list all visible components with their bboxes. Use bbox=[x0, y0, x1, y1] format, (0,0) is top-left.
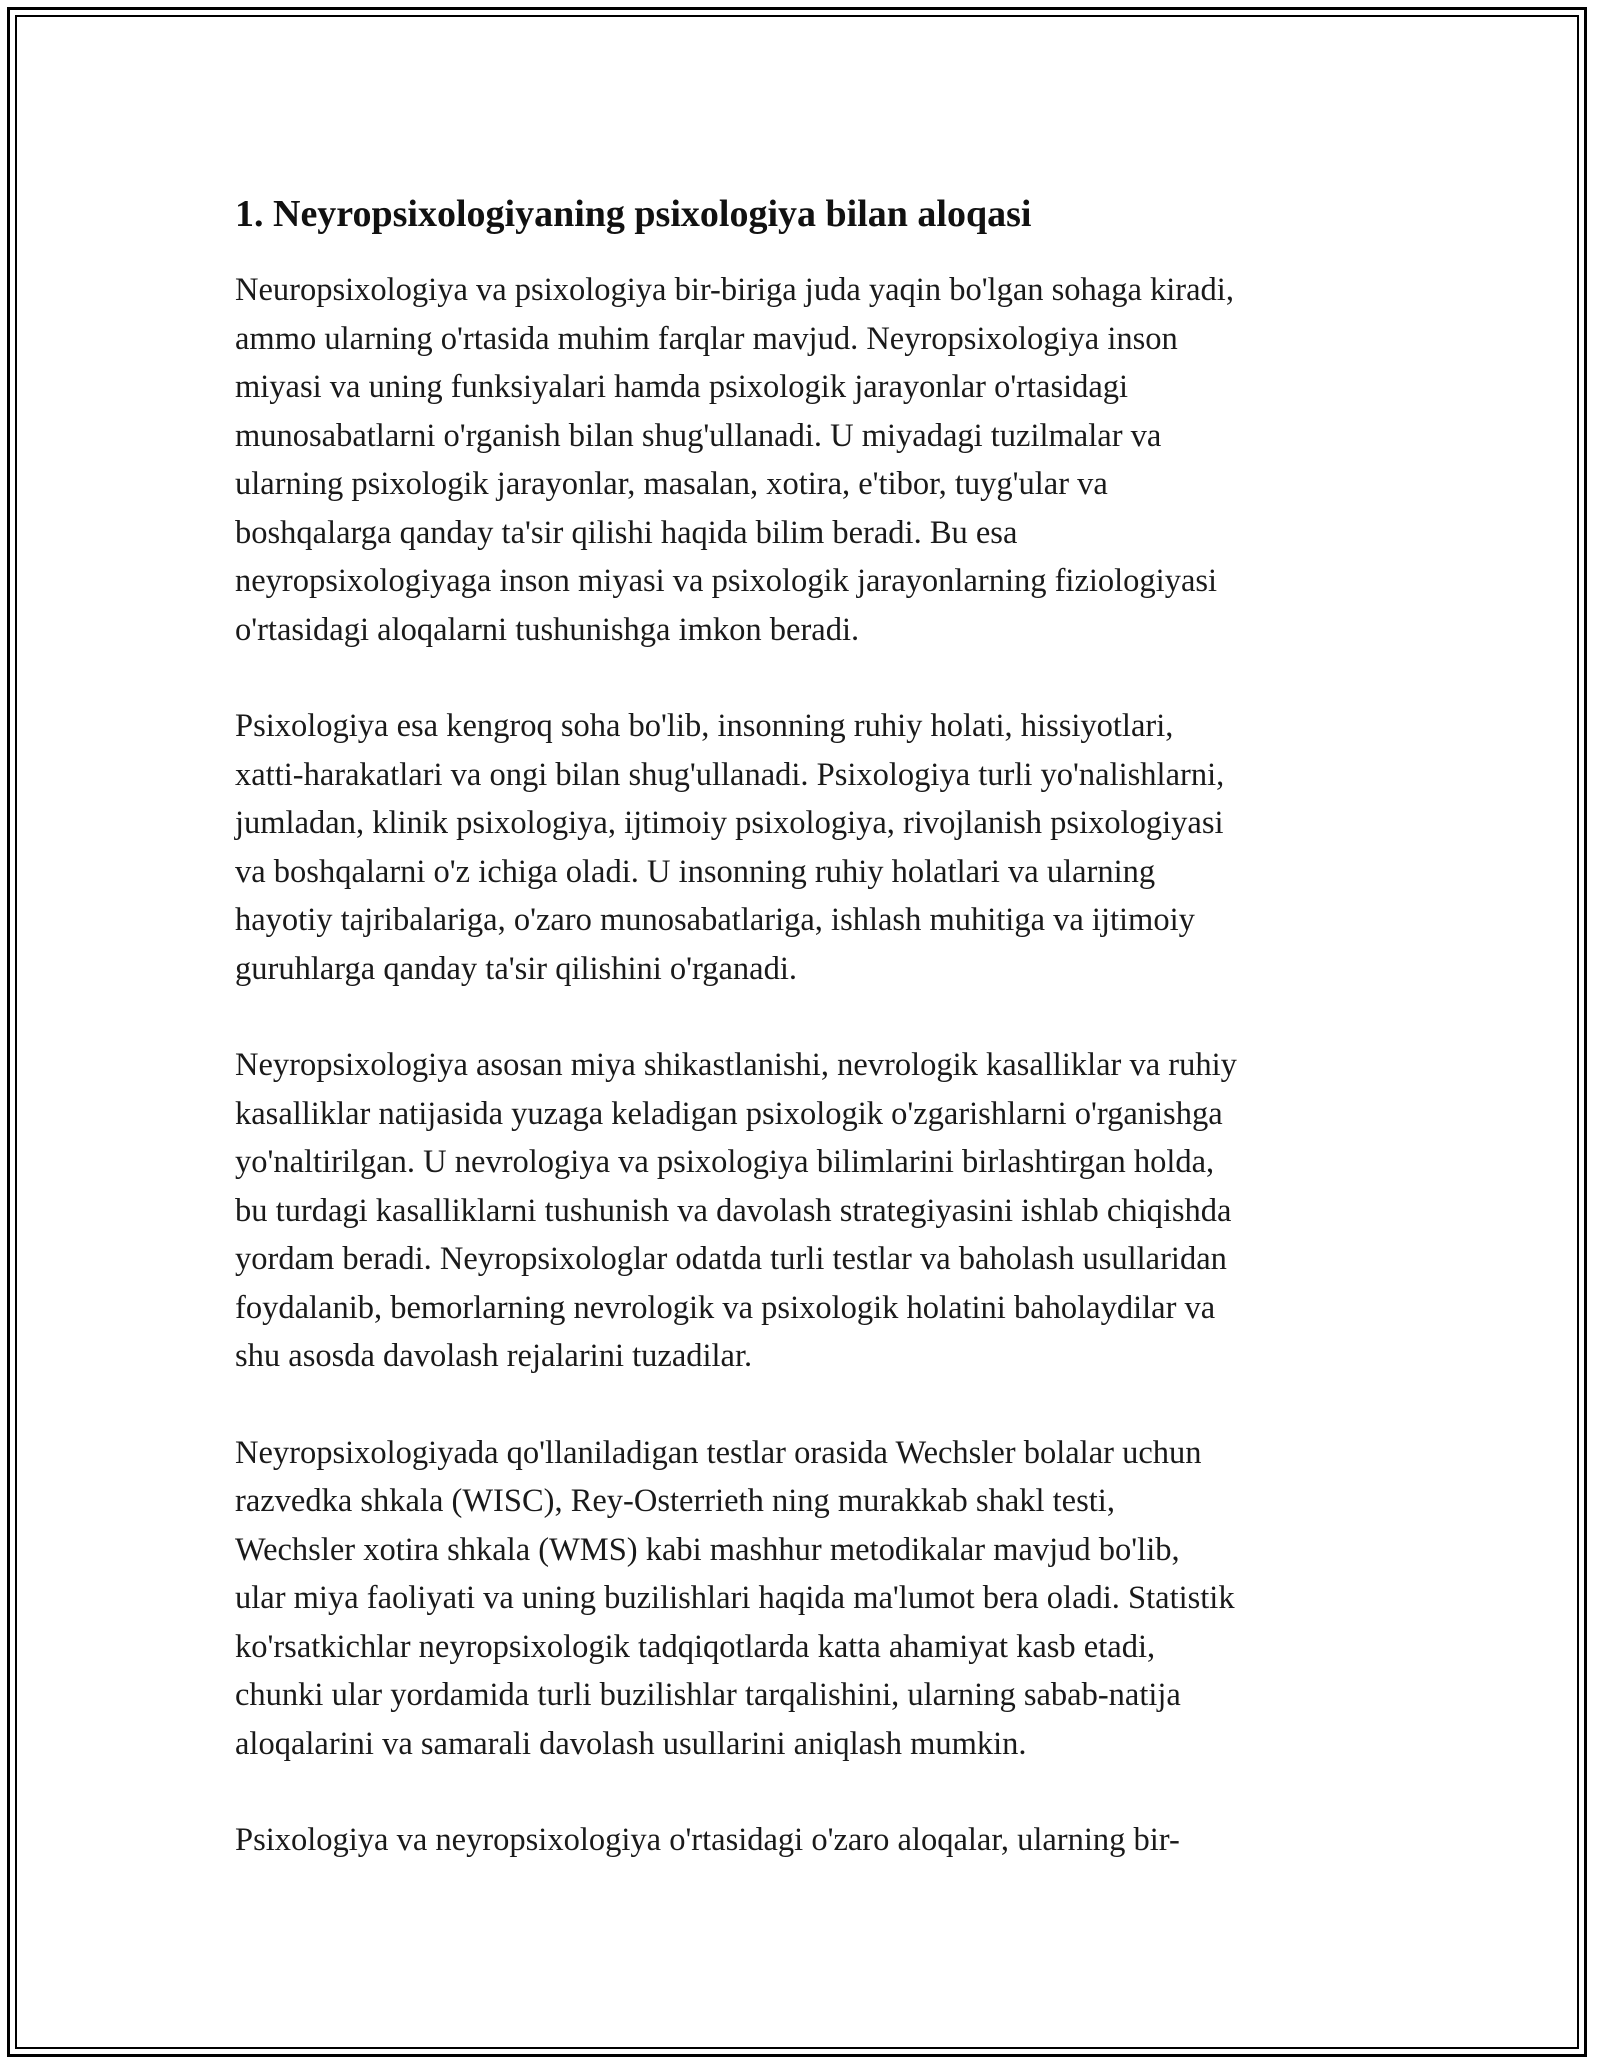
paragraph-1: Neuropsixologiya va psixologiya bir-biriga juda yaqin bo'lgan sohaga kiradi, ammo ularning o'rtasida muhim farqlar mavjud. Neyropsixologiya inson miyasi va uning funksiyalari hamda psixologik jarayonlar o'rtasidagi munosabatlarni o'rganish bilan shug'ullanadi. U miyadagi tuzilmalar va ularning psixologik jarayonlar, masalan, xotira, e'tibor, tuyg'ular va boshqalarga qanday ta'sir qilishi haqida bilim beradi. Bu esa neyropsixologiyaga inson miyasi va psixologik jarayonlarning fiziologiyasi o'rtasidagi aloqalarni tushunishga imkon beradi. bbox=[235, 272, 1234, 648]
paragraph-3: Neyropsixologiya asosan miya shikastlanishi, nevrologik kasalliklar va ruhiy kasalliklar natijasida yuzaga keladigan psixologik o'zgarishlarni o'rganishga yo'naltirilgan. U nevrologiya va psixologiya bilimlarini birlashtirgan holda, bu turdagi kasalliklarni tushunish va davolash strategiyasini ishlab chiqishda yordam beradi. Neyropsixologlar odatda turli testlar va baholash usullaridan foydalanib, bemorlarning nevrologik va psixologik holatini baholaydilar va shu asosda davolash rejalarini tuzadilar. bbox=[235, 1047, 1237, 1374]
paragraph-2: Psixologiya esa kengroq soha bo'lib, insonning ruhiy holati, hissiyotlari, xatti-harakatlari va ongi bilan shug'ullanadi. Psixologiya turli yo'nalishlarni, jumladan, klinik psixologiya, ijtimoiy psixologiya, rivojlanish psixologiyasi va boshqalarni o'z ichiga oladi. U insonning ruhiy holatlari va ularning hayotiy tajribalariga, o'zaro munosabatlariga, ishlash muhitiga va ijtimoiy guruhlarga qanday ta'sir qilishini o'rganadi. bbox=[235, 708, 1225, 987]
paragraph-4: Neyropsixologiyada qo'llaniladigan testlar orasida Wechsler bolalar uchun razvedka shkala (WISC), Rey-Osterrieth ning murakkab shakl testi, Wechsler xotira shkala (WMS) kabi mashhur metodikalar mavjud bo'lib, ular miya faoliyati va uning buzilishlari haqida ma'lumot bera oladi. Statistik ko'rsatkichlar neyropsixologik tadqiqotlarda katta ahamiyat kasb etadi, chunki ular yordamida turli buzilishlar tarqalishini, ularning sabab-natija aloqalarini va samarali davolash usullarini aniqlash mumkin. bbox=[235, 1434, 1235, 1762]
section-heading: 1. Neyropsixologiyaning psixologiya bilan aloqasi bbox=[235, 193, 1032, 235]
paragraph-5: Psixologiya va neyropsixologiya o'rtasidagi o'zaro aloqalar, ularning bir- bbox=[235, 1822, 1180, 1858]
document-body bbox=[235, 186, 1375, 1913]
